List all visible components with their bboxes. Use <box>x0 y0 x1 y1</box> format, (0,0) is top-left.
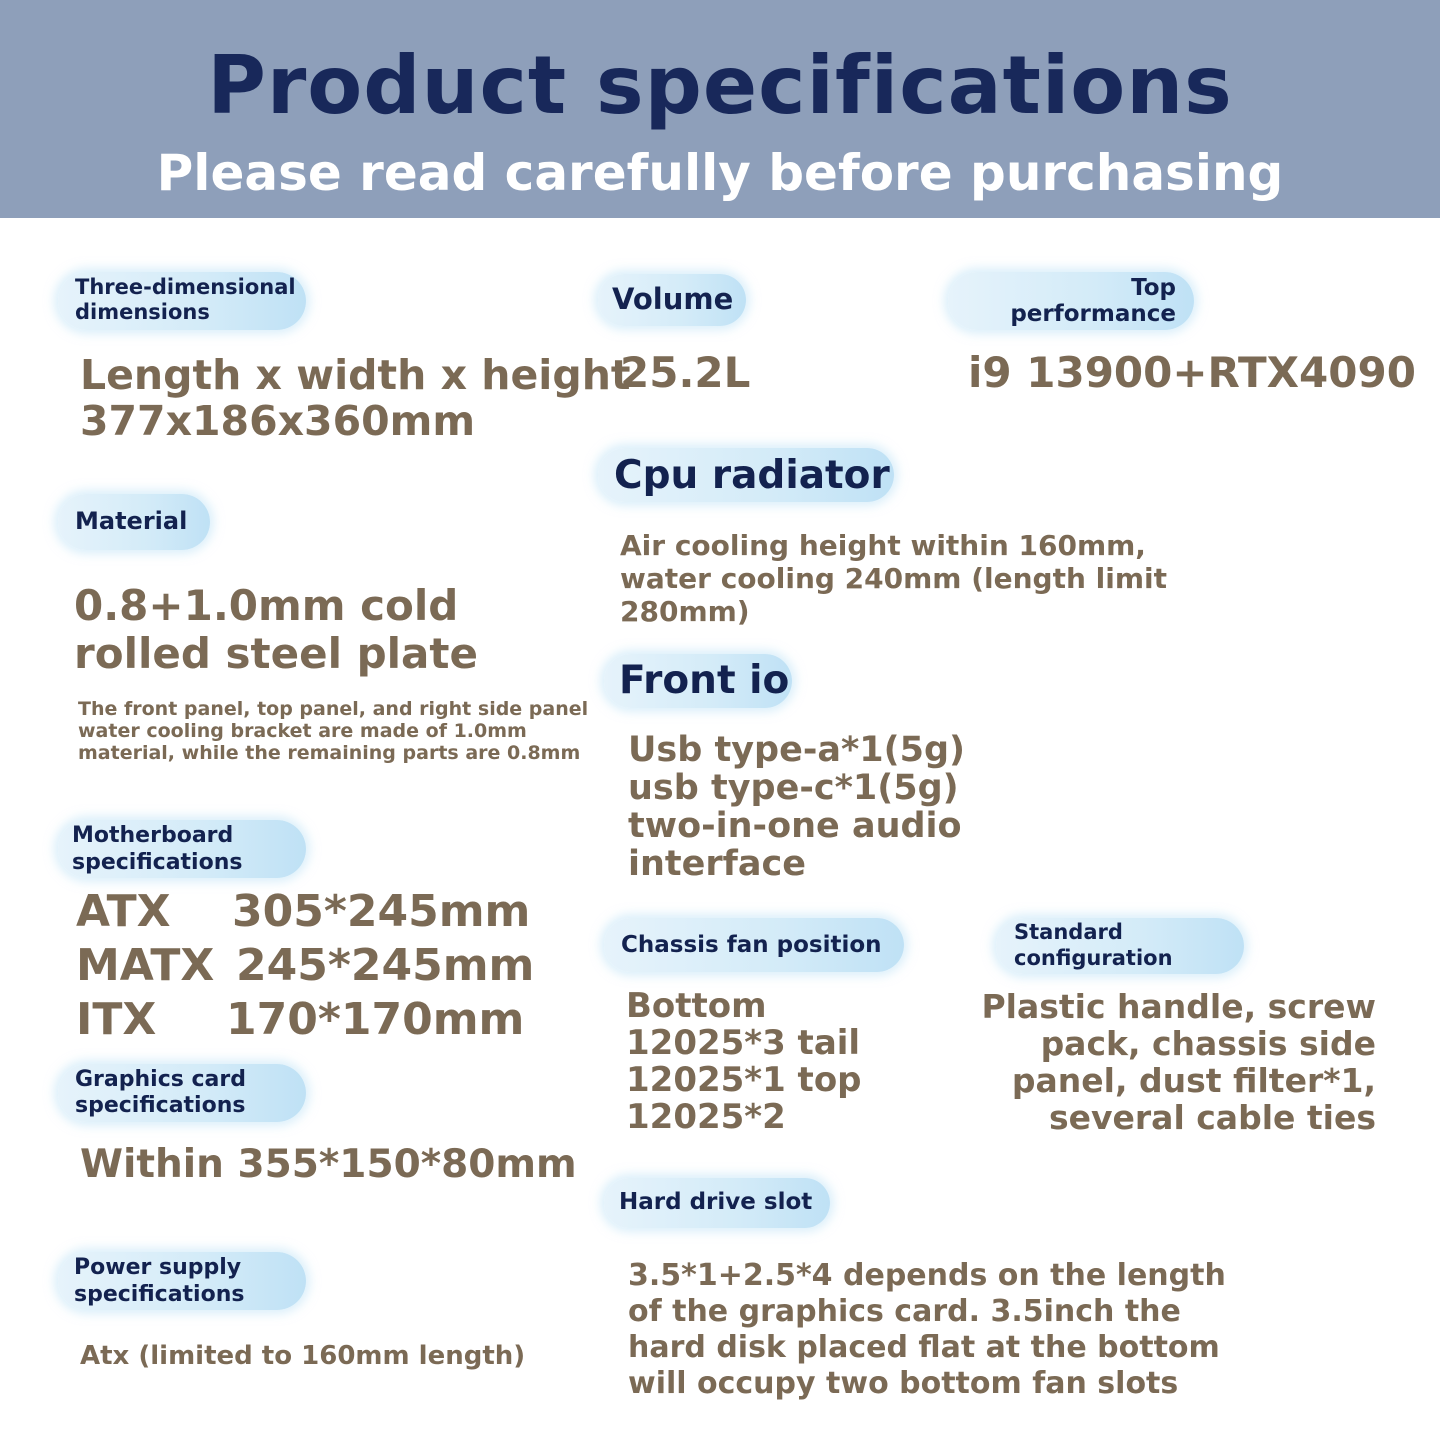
power-supply-label: Power supply specifications <box>58 1252 306 1310</box>
dimensions-value: Length x width x height 377x186x360mm <box>80 351 631 445</box>
hard-drive-value: 3.5*1+2.5*4 depends on the length of the graphics card. 3.5inch the hard disk placed flat at the bottom will occupy two bottom fan slots <box>628 1258 1226 1401</box>
graphics-card-value: Within 355*150*80mm <box>80 1142 577 1187</box>
hard-drive-label: Hard drive slot <box>604 1178 830 1228</box>
standard-config-label: Standard configuration <box>996 918 1244 974</box>
material-value: 0.8+1.0mm cold rolled steel plate <box>74 581 478 678</box>
motherboard-label: Motherboard specifications <box>58 820 306 878</box>
volume-label: Volume <box>598 274 746 326</box>
page-subtitle: Please read carefully before purchasing <box>156 144 1284 202</box>
motherboard-row: ATX <box>76 886 171 937</box>
front-io-label: Front io <box>604 654 792 708</box>
performance-value: i9 13900+RTX4090 <box>968 348 1416 397</box>
chassis-fan-value: Bottom 12025*3 tail 12025*1 top 12025*2 <box>626 986 862 1137</box>
cpu-radiator-value: Air cooling height within 160mm, water cooling 240mm (length limit 280mm) <box>620 529 1168 628</box>
graphics-card-label: Graphics card specifications <box>58 1064 306 1122</box>
cpu-radiator-label: Cpu radiator <box>598 448 894 502</box>
standard-config-value: Plastic handle, screw pack, chassis side panel, dust filter*1, several cable ties <box>981 987 1376 1137</box>
material-note: The front panel, top panel, and right side panel water cooling bracket are made of 1.0mm material, while the remaining parts are 0.8mm <box>78 698 589 764</box>
power-supply-value: Atx (limited to 160mm length) <box>80 1341 526 1371</box>
chassis-fan-label: Chassis fan position <box>604 918 904 972</box>
motherboard-row: 305*245mm <box>232 886 531 937</box>
motherboard-row: MATX <box>76 940 215 991</box>
motherboard-row: 245*245mm <box>236 940 535 991</box>
volume-value: 25.2L <box>620 348 751 397</box>
dimensions-label: Three-dimensional dimensions <box>58 272 306 330</box>
performance-label: Top performance <box>948 272 1194 330</box>
material-label: Material <box>58 494 210 550</box>
header-banner <box>0 0 1440 218</box>
motherboard-row: ITX <box>76 994 157 1045</box>
motherboard-row: 170*170mm <box>226 994 525 1045</box>
page-title: Product specifications <box>207 39 1233 132</box>
front-io-value: Usb type-a*1(5g) usb type-c*1(5g) two-in-one audio interface <box>628 730 966 884</box>
